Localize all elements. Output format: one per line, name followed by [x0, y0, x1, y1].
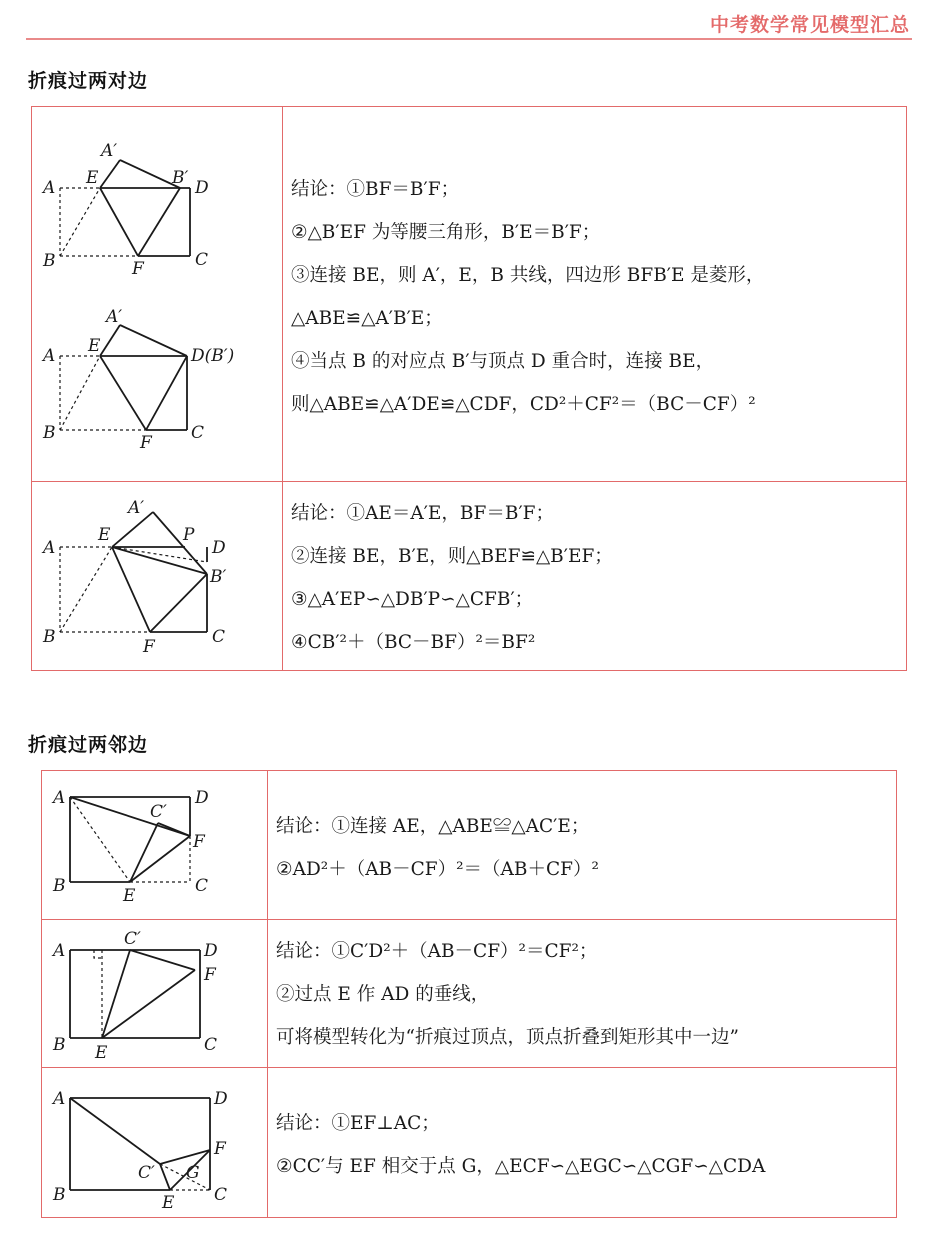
- conclusion-line: 结论：①EF⊥AC；: [276, 1113, 440, 1134]
- label-E: E: [123, 886, 136, 906]
- conclusion-line: 结论：①BF＝B′F；: [291, 179, 460, 200]
- label-B: B: [43, 627, 56, 647]
- label-D: D: [195, 178, 209, 198]
- conclusion-line: 结论：①AE＝A′E，BF＝B′F；: [291, 503, 554, 524]
- label-C: C: [191, 423, 205, 443]
- conclusion-line: ②过点 E 作 AD 的垂线，: [276, 984, 490, 1005]
- conclusion-line: 可将模型转化为“折痕过顶点，顶点折叠到矩形其中一边”: [276, 1027, 739, 1048]
- label-F: F: [214, 1139, 226, 1159]
- label-A-prime: A′: [106, 307, 123, 327]
- label-D-B-prime: D(B′): [191, 346, 235, 366]
- conclusion-line: 结论：①连接 AE，△ABE≌△AC′E；: [276, 816, 590, 837]
- label-F: F: [143, 637, 155, 657]
- label-B: B: [43, 251, 56, 271]
- conclusion-text: [276, 805, 599, 891]
- figure-fold-opposite-3: [40, 492, 270, 657]
- conclusion-line: ③连接 BE，则 A′，E，B 共线，四边形 BFB′E 是菱形，: [291, 265, 765, 286]
- section2-row-2: [42, 919, 896, 1068]
- label-D: D: [204, 941, 218, 961]
- label-F: F: [140, 433, 152, 453]
- label-D: D: [212, 538, 226, 558]
- label-E: E: [95, 1043, 108, 1063]
- conclusion-line: ②AD²＋（AB－CF）²＝（AB＋CF）²: [276, 859, 599, 880]
- section1-row-1: [32, 107, 906, 481]
- figure-fold-adjacent-2: [50, 930, 260, 1065]
- label-E: E: [88, 336, 101, 356]
- section2-row-1: [42, 771, 896, 919]
- label-A-prime: A′: [128, 498, 145, 518]
- label-C: C: [204, 1035, 218, 1055]
- conclusion-text: [276, 930, 739, 1059]
- label-F: F: [193, 832, 205, 852]
- label-B: B: [53, 876, 66, 896]
- conclusion-line: 则△ABE≌△A′DE≌△CDF，CD²＋CF²＝（BC－CF）²: [291, 394, 756, 415]
- conclusion-line: ②连接 BE，B′E，则△BEF≌△B′EF；: [291, 546, 613, 567]
- label-B-prime: B′: [210, 567, 227, 587]
- section1-table: [31, 106, 907, 671]
- label-C-prime: C′: [124, 930, 141, 949]
- conclusion-text: [291, 168, 764, 426]
- conclusion-text: [276, 1102, 765, 1188]
- label-G: G: [186, 1163, 200, 1183]
- label-C: C: [212, 627, 226, 647]
- label-C: C: [195, 876, 209, 896]
- figure-fold-opposite-2: [40, 305, 270, 455]
- label-D: D: [195, 788, 209, 808]
- conclusion-line: 结论：①C′D²＋（AB－CF）²＝CF²；: [276, 941, 598, 962]
- figure-fold-adjacent-3: [50, 1078, 260, 1213]
- label-A-prime: A′: [101, 141, 118, 161]
- label-C: C: [195, 250, 209, 270]
- section1-row-2: [32, 481, 906, 671]
- header-title: 中考数学常见模型汇总: [709, 14, 910, 36]
- figure-fold-opposite-1: [40, 137, 240, 277]
- conclusion-line: ④当点 B 的对应点 B′与顶点 D 重合时，连接 BE，: [291, 351, 715, 372]
- label-E: E: [98, 525, 111, 545]
- label-A: A: [43, 538, 56, 558]
- label-C-prime: C′: [138, 1163, 155, 1183]
- label-A: A: [43, 178, 56, 198]
- label-F: F: [132, 259, 144, 277]
- label-F: F: [204, 965, 216, 985]
- label-A: A: [53, 941, 66, 961]
- section2-title: 折痕过两邻边: [28, 734, 149, 756]
- conclusion-line: ②△B′EF 为等腰三角形，B′E＝B′F；: [291, 222, 601, 243]
- label-P: P: [183, 525, 195, 545]
- label-A: A: [53, 1089, 66, 1109]
- label-A: A: [43, 346, 56, 366]
- label-C-prime: C′: [150, 802, 167, 822]
- conclusion-line: △ABE≌△A′B′E；: [291, 308, 443, 329]
- label-C: C: [214, 1185, 228, 1205]
- label-B: B: [53, 1185, 66, 1205]
- section2-row-3: [42, 1067, 896, 1218]
- label-B-prime: B′: [172, 168, 189, 188]
- conclusion-line: ②CC′与 EF 相交于点 G，△ECF∽△EGC∽△CGF∽△CDA: [276, 1156, 766, 1177]
- conclusion-line: ④CB′²＋（BC－BF）²＝BF²: [291, 632, 536, 653]
- section2-table: [41, 770, 897, 1218]
- conclusion-line: ③△A′EP∽△DB′P∽△CFB′；: [291, 589, 534, 610]
- label-E: E: [86, 168, 99, 188]
- label-B: B: [43, 423, 56, 443]
- label-E: E: [162, 1193, 175, 1213]
- label-D: D: [214, 1089, 228, 1109]
- conclusion-text: [291, 492, 613, 664]
- figure-fold-adjacent-1: [50, 779, 260, 914]
- header-rule: [26, 38, 912, 40]
- label-B: B: [53, 1035, 66, 1055]
- label-A: A: [53, 788, 66, 808]
- section1-title: 折痕过两对边: [28, 70, 149, 92]
